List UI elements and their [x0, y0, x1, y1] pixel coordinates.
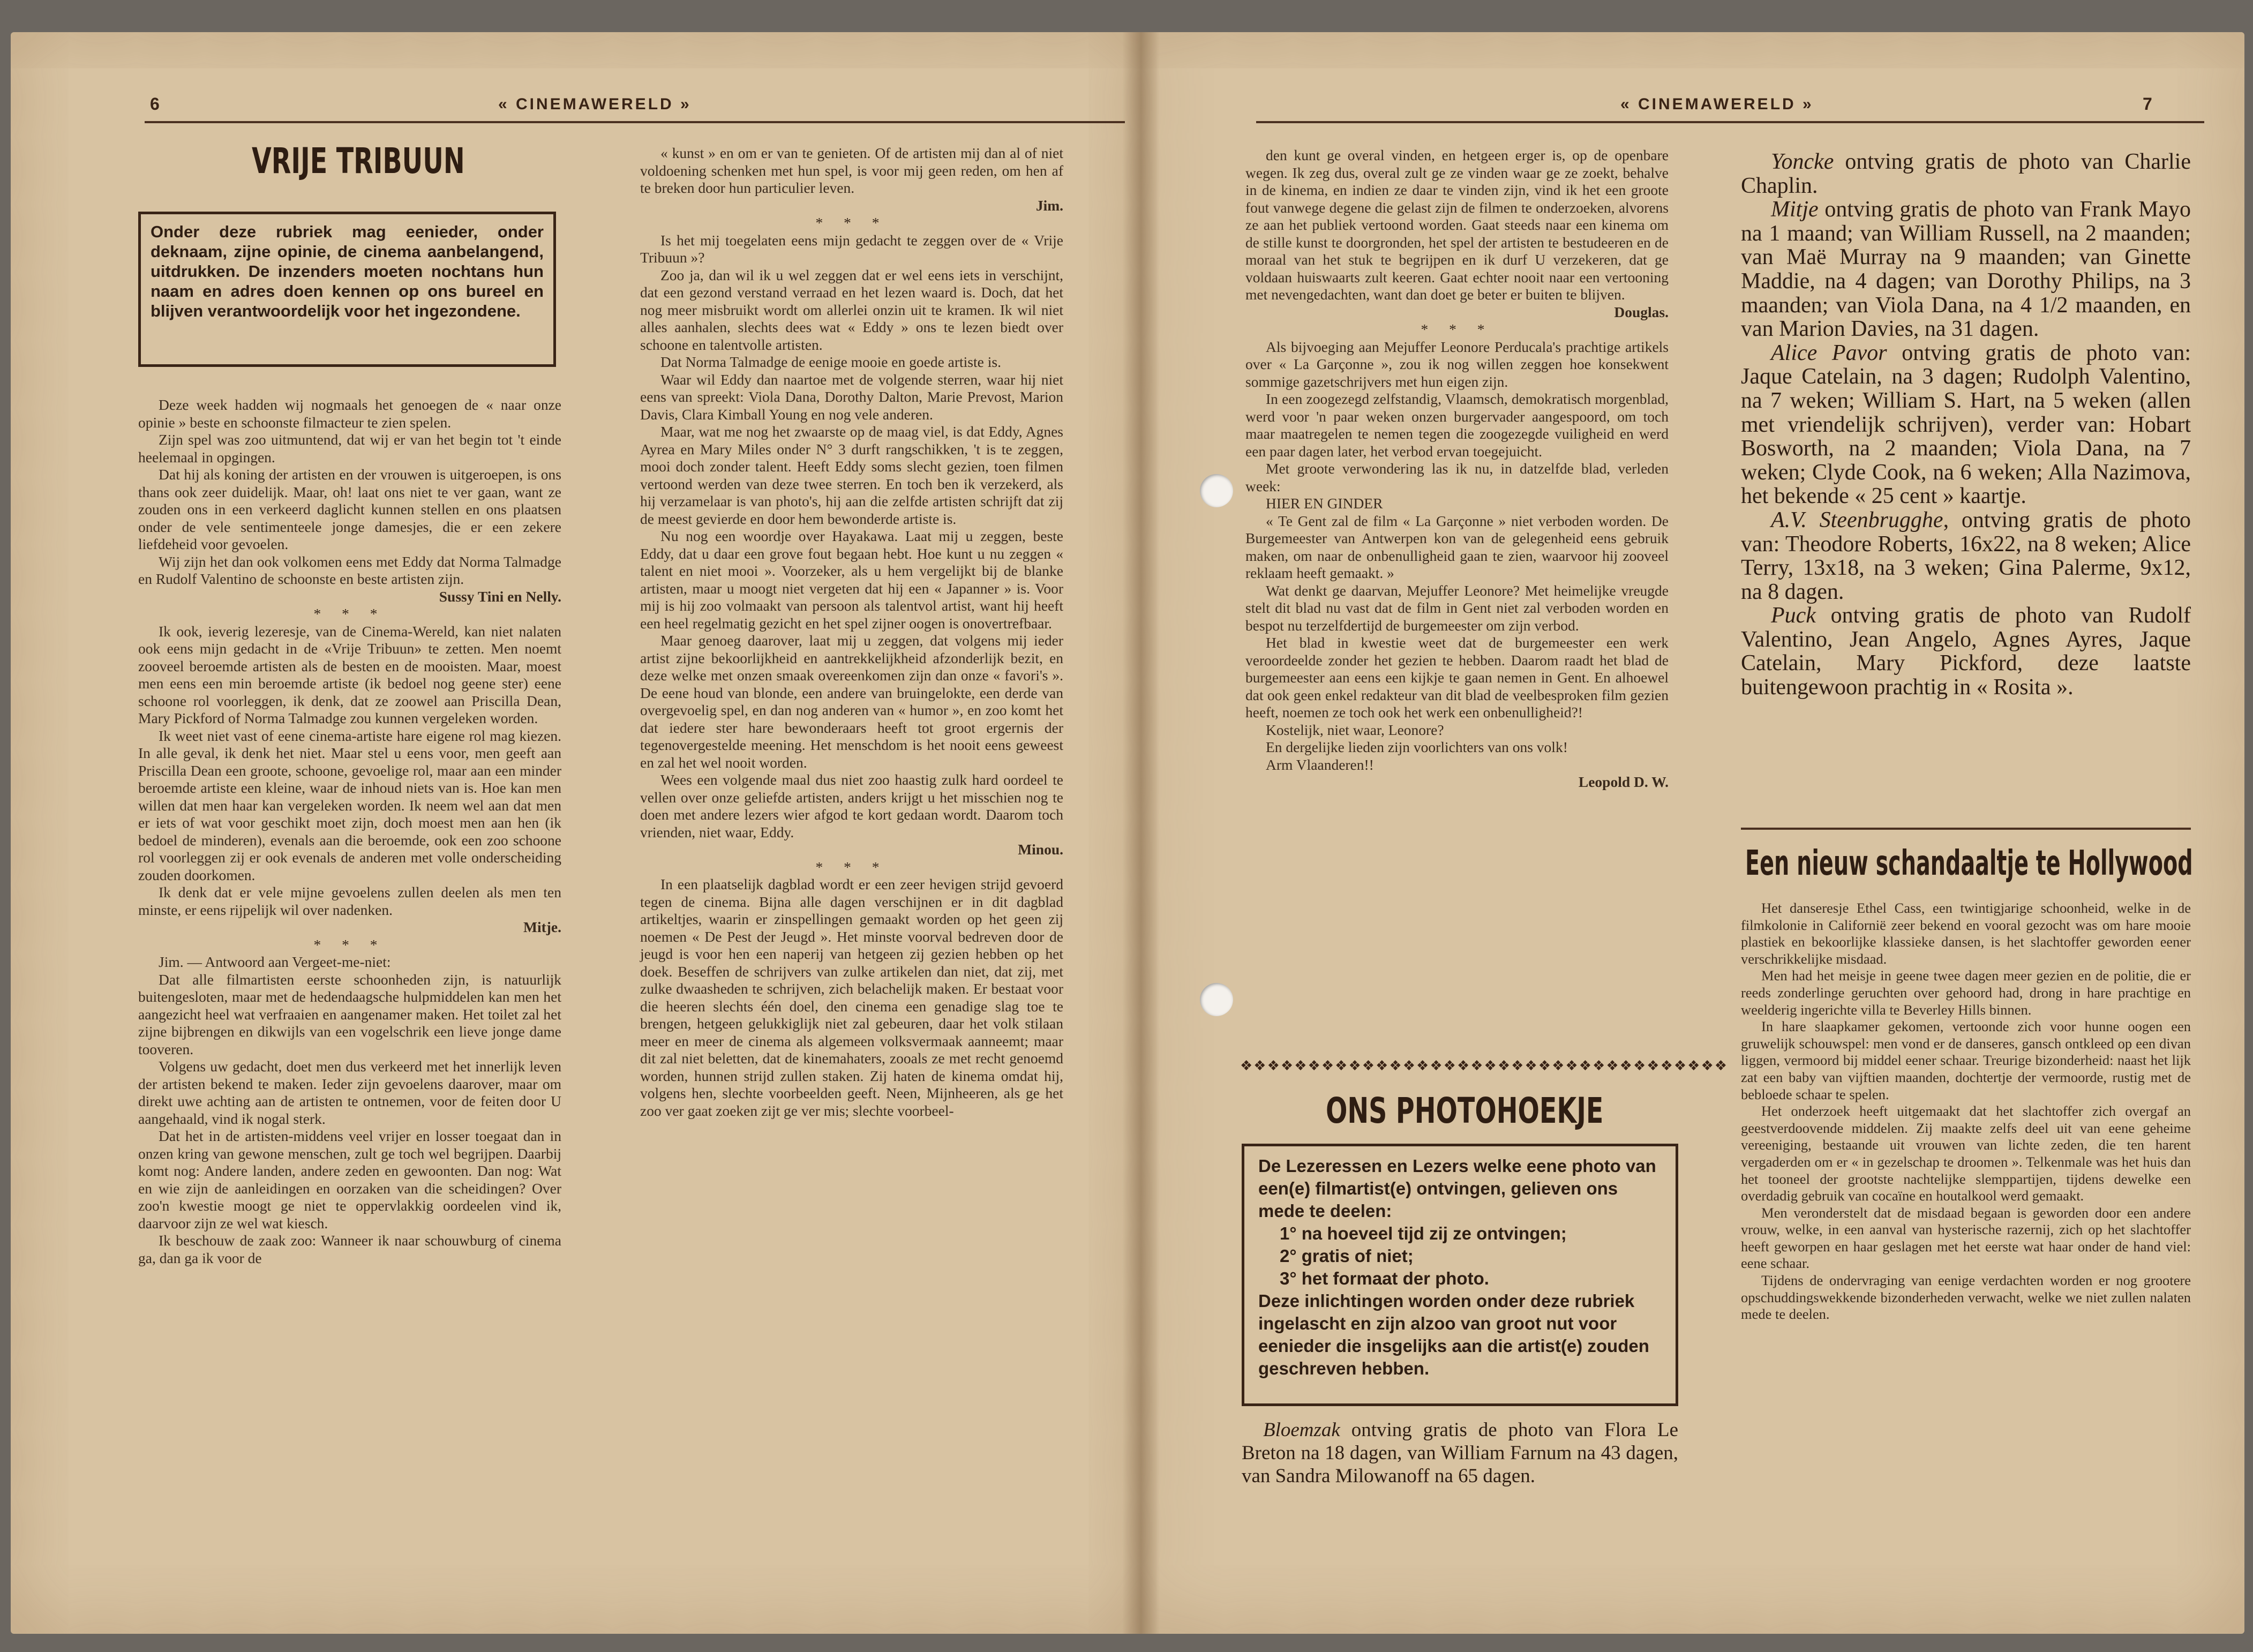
paragraph: « kunst » en om er van te genieten. Of de artisten mij dan al of niet voldoening schenken met hun spel, is voor mij geen reden, om hen af te breken door hun particulier leven.: [640, 145, 1063, 196]
section-title: VRIJE TRIBUUN: [252, 140, 465, 182]
scandal-paragraph: Tijdens de ondervraging van eenige verdachten worden er nog grootere opschuddingswekkende bizonderheden verwacht, welke we niet zullen nalaten mede te deelen.: [1741, 1272, 2191, 1323]
separator-stars: * * *: [815, 214, 888, 231]
ornament-divider: ❖❖❖❖❖❖❖❖❖❖❖❖❖❖❖❖❖❖❖❖❖❖❖❖❖❖❖❖❖❖❖❖❖❖❖❖: [1240, 1058, 1729, 1074]
photo-entry-name: Yoncke: [1771, 149, 1834, 174]
scandal-paragraph: Men had het meisje in geene twee dagen meer gezien en de politie, die er reeds zonderlinge geruchten over gehoord had, drong in hare prachtige en weelderig ingerichte villa te Beverley Hills binnen.: [1741, 967, 2191, 1018]
scandal-paragraph: Men veronderstelt dat de misdaad begaan is geworden door een andere vrouw, welke, in een aanval van hysterische razernij, zich op het slachtoffer heeft geworpen en haar geslagen met het eerste wat haar onder de hand viel: eene schaar.: [1741, 1204, 2191, 1272]
paragraph: Ik ook, ieverig lezeresje, van de Cinema-Wereld, kan niet nalaten ook eens mijn gedacht in de «Vrije Tribuun» te zetten. Men noemt zooveel beroemde artisten als de besten en de mooisten. Maar, moest men eens een min beroemde artiste (ik bedoel nog geene ster) eene schoone rol voorleggen, ik denk, dat ze zoowel aan Priscilla Dean, Mary Pickford of Norma Talmadge zou kunnen vergeleken worden.: [138, 622, 561, 726]
photo-entry: [1741, 150, 2191, 198]
paragraph: Arm Vlaanderen!!: [1266, 756, 1374, 773]
paragraph: Het blad in kwestie weet dat de burgemeester een werk veroordeelde zonder het gezien te hebben. Daarom raadt het blad de burgemeester aan eens een kijkje te gaan nemen in Gent. En alhoewel dat ook geen enkel redakteur van dit blad de veelbesproken film gezien heeft, noemen ze toch ook het werk een onbenulligheid?!: [1245, 634, 1669, 720]
paragraph: Ik beschouw de zaak zoo: Wanneer ik naar schouwburg of cinema ga, dan ga ik voor de: [138, 1232, 561, 1266]
paragraph: En dergelijke lieden zijn voorlichters van ons volk!: [1266, 739, 1568, 755]
photo-entry: [1741, 508, 2191, 604]
left-column-1: [138, 396, 561, 1267]
right-page-header: « CINEMAWERELD »: [1620, 95, 1814, 113]
photo-entry-name: Mitje: [1771, 197, 1819, 222]
photo-box-item-3: 3° het formaat der photo.: [1280, 1268, 1489, 1288]
bloemzak-text: ontving gratis de photo van Flora Le Breton na 18 dagen, van William Farnum na 43 dagen, van Sandra Milowanoff na 65 dagen.: [1242, 1419, 1678, 1487]
signature: Douglas.: [1614, 303, 1669, 320]
left-page-header: « CINEMAWERELD »: [498, 95, 692, 113]
tribune-notice-box: [138, 212, 556, 367]
paragraph: HIER EN GINDER: [1266, 495, 1383, 512]
signature: Jim.: [1035, 197, 1063, 214]
paragraph: Deze week hadden wij nogmaals het genoegen de « naar onze opinie » beste en schoonste filmacteur te zien spelen.: [138, 396, 561, 431]
scandal-title: Een nieuw schandaaltje te Hollywood: [1745, 844, 2193, 883]
tribune-notice-text: Onder deze rubriek mag eenieder, onder deknaam, zijne opinie, de cinema aanbelangend, uitdrukken. De inzenders moeten nochtans hun naam en adres doen kennen op ons bureel en blijven verantwoordelijk voor het ingezondene.: [151, 222, 544, 320]
photo-entry-text: ontving gratis de photo van: Jaque Catelain, na 3 dagen; Rudolph Valentino, na 7 weken; William S. Hart, na 5 weken (allen met vriendelijk schrijven), verder van: Hobart Bosworth, na 2 maanden; Viola Dana, na 7 weken; Clyde Cook, na 6 weken; Alla Nazimova, het bekende « 25 cent » kaartje.: [1741, 340, 2191, 509]
paragraph: Dat alle filmartisten eerste schoonheden zijn, is natuurlijk buitengesloten, maar met de hedendaagsche hulpmiddelen kan men het aangezicht heel wat verfraaien en aangenamer maken. Het toilet zal het zijne bijbrengen en dikwijls van een vogelschrik een lieve jonge dame tooveren.: [138, 971, 561, 1057]
scandal-paragraph: Het onderzoek heeft uitgemaakt dat het slachtoffer zich overgaf an geestverdoovende middelen. Zij maakte zelfs deel uit van eene geheime vereeniging, bestaande uit vrouwen van lichte zeden, die ten harent vergaderden om er « in gezelschap te droomen ». Telkenmale was het huis dan het tooneel der grootste nachtelijke slemppartijen, tijdens dewelke een overdadig gebruik van cocaïne en houtalkool werd gemaakt.: [1741, 1103, 2191, 1204]
separator-stars: * * *: [313, 936, 386, 953]
photo-entry: [1741, 604, 2191, 699]
photo-entry-text: ontving gratis de photo van Frank Mayo na 1 maand; van William Russell, na 2 maanden; van Maë Murray na 9 maanden; van Ginette Maddie, na 4 dagen; van Dorothy Philips, na 3 maanden; van Viola Dana, na 4 1/2 maanden, en van Marion Davies, na 31 dagen.: [1741, 197, 2191, 342]
paragraph: Nu nog een woordje over Hayakawa. Laat mij u zeggen, beste Eddy, dat u daar een grove fout begaan hebt. Hoe kunt u nu zeggen « talent en niet mooi ». Voorzeker, als u hem vergelijkt bij de blanke artisten, maar u moogt niet vergeten dat hij een « Japanner » is. Voor mij is hij zoo volmaakt van persoon als talentvol artist, want hij heeft een heel regelmatig gezicht en het spel zijner oogen is onovertrefbaar.: [640, 528, 1063, 632]
paragraph: Ik denk dat er vele mijne gevoelens zullen deelen als men ten minste, er eens rijpelijk wil over nadenken.: [138, 884, 561, 918]
bloemzak-entry: [1242, 1418, 1678, 1488]
paragraph: Volgens uw gedacht, doet men dus verkeerd met het innerlijk leven der artisten bekend te maken. Ieder zijn gevoelens daarover, maar om direkt uwe achting aan de artisten te ontnemen, voor de feiten door U aangehaald, vind ik nogal sterk.: [138, 1058, 561, 1127]
paragraph: Jim. — Antwoord aan Vergeet-me-niet:: [159, 953, 391, 970]
paragraph: Wij zijn het dan ook volkomen eens met Eddy dat Norma Talmadge en Rudolf Valentino de schoonste en beste artisten zijn.: [138, 553, 561, 587]
photo-corner-title: ONS PHOTOHOEKJE: [1326, 1090, 1604, 1131]
scandal-paragraph: Het danseresje Ethel Cass, een twintigjarige schoonheid, welke in de filmkolonie in Californië zeer bekend en vooral gezocht was om hare mooie plastiek en bekoorlijke klassieke dansen, is het slachtoffer geworden eener verschrikkelijke misdaad.: [1741, 900, 2191, 967]
paragraph: In een plaatselijk dagblad wordt er een zeer hevigen strijd gevoerd tegen de cinema. Bijna alle dagen verschijnen er in dit dagblad artikeltjes, waarin er zinspellingen gemaakt worden op het geen zij noemen « De Pest der Jeugd ». Het minste voorval bedreven door de jeugd is voor hen een naperij van hetgeen zij gezien hebben op het doek. Beseffen de schrijvers van zulke artikelen dan niet, dat zij, met zulke dwaasheden te schrijven, zich belachelijk maken. Er bestaat voor die heeren slechts één doel, den cinema een genadige slag toe te brengen, hetgeen gelukkiglijk niet zal gebeuren, daar het volk stilaan meer en meer de cinema als algemeen volksvermaak aanneemt; maar dit zal niet beletten, dat de kinemahaters, zooals ze met recht genoemd worden, hunnen strijd zullen staken. Zij haten de kinema omdat hij, volgens hen, slechte voorbeelden geeft. Neen, Mijnheeren, als ge het zoo ver gaat zoeken zijt ge ver mis; slechte voorbeel-: [640, 876, 1063, 1119]
left-column-2: [640, 145, 1063, 1120]
paragraph: Maar, wat me nog het zwaarste op de maag viel, is dat Eddy, Agnes Ayrea en Mary Miles onder N° 3 durft rangschikken, 't is te zeggen, mooi doch zonder talent. Heeft Eddy soms slecht gezien, toen filmen vertoond werden van deze twee sterren. En toch ben ik verzekerd, als hij verzamelaar is van photo's, hij aan die zelfde artisten schrijft dat zij de meest gevierde en door hem bewonderde artiste is.: [640, 423, 1063, 527]
paragraph: Wat denkt ge daarvan, Mejuffer Leonore? Met heimelijke vreugde stelt dit blad nu vast dat de film in Gent niet zal verboden worden en bespot nu terzelfdertijd de burgemeester om zijn verbod.: [1245, 582, 1669, 634]
paragraph: « Te Gent zal de film « La Garçonne » niet verboden worden. De Burgemeester van Antwerpen kon van de gelegenheid eens gebruik maken, om naar de onbenulligheid gaan te zien, waarvoor hij zooveel reklaam heeft gemaakt. »: [1245, 512, 1669, 581]
photo-entry-name: Puck: [1771, 603, 1816, 628]
photo-box-outro: Deze inlichtingen worden onder deze rubriek ingelascht en zijn alzoo van groot nut voor eenieder die insgelijks aan die artist(e) zouden geschreven hebben.: [1258, 1291, 1649, 1378]
right-column-2-photo-list: [1741, 150, 2191, 700]
punch-hole-bottom: [1200, 983, 1233, 1016]
photo-entry: [1741, 341, 2191, 508]
photo-entry-text: , ontving gratis de photo van: Theodore Roberts, 16x22, na 8 weken; Alice Terry, 13x18, na 3 weken; Gina Palerme, 9x12, na 8 dagen.: [1741, 507, 2191, 604]
photo-corner-box: [1242, 1144, 1678, 1406]
photo-box-item-2: 2° gratis of niet;: [1280, 1246, 1414, 1266]
paragraph: Als bijvoeging aan Mejuffer Leonore Perducala's prachtige artikels over « La Garçonne », zou ik nog willen zeggen hoe konsekwent sommige gazetschrijvers met hun eigen zijn.: [1245, 338, 1669, 390]
photo-box-intro: De Lezeressen en Lezers welke eene photo van een(e) filmartist(e) ontvingen, gelieven ons mede te deelen:: [1258, 1156, 1656, 1221]
signature: Sussy Tini en Nelly.: [439, 588, 561, 605]
separator-stars: * * *: [1421, 321, 1493, 337]
photo-box-item-1: 1° na hoeveel tijd zij ze ontvingen;: [1280, 1223, 1567, 1243]
right-column-1: [1245, 147, 1669, 791]
photo-entry: [1741, 198, 2191, 341]
scandal-rule: [1741, 828, 2191, 830]
paragraph: Dat hij als koning der artisten en der vrouwen is uitgeroepen, is ons thans ook zeer duidelijk. Maar, oh! laat ons niet te ver gaan, want ze zouden ons in een verkeerd daglicht kunnen stellen en ons plaatsen onder de vele sentimenteele jonge damesjes, die er een zekere liefdeheid voor gevoelen.: [138, 466, 561, 552]
paragraph: Ik weet niet vast of eene cinema-artiste hare eigene rol mag kiezen. In alle geval, ik denk het niet. Maar stel u eens voor, men geeft aan Priscilla Dean een groote, schoone, gevoelige rol, maar aan een minder beroemde artiste een kleine, waar de inhoud niets van is. Hoe kan men willen dat men haar kan vergeleken worden. Ik neem wel aan dat men er iets of wat voor geschikt moet zijn, doch moest men aan hen (ik bedoel de minderen), evenals aan die beroemde, ook een zoo schoone rol voorleggen zij er ook evenals de anderen met volle onderscheiding zouden doorkomen.: [138, 727, 561, 883]
photo-entry-text: ontving gratis de photo van Rudolf Valentino, Jean Angelo, Agnes Ayres, Jaque Catelain, Mary Pickford, deze laatste buitengewoon prachtig in « Rosita ».: [1741, 603, 2191, 700]
paragraph: Zijn spel was zoo uitmuntend, dat wij er van het begin tot 't einde heelemaal in opgingen.: [138, 431, 561, 465]
left-header-rule: [145, 121, 1125, 123]
photo-entry-name: Alice Pavor: [1771, 340, 1887, 365]
paragraph: Dat het in de artisten-middens veel vrijer en losser toegaat dan in onzen kring van gewone menschen, zult ge toch wel begrijpen. Daarbij komt nog: Andere landen, andere zeden en gewoonten. Dan nog: Wat en wie zijn de aanleidingen en oorzaken van die scheidingen? Over zoo'n kwestie moogt ge niet te oppervlakkig oordeelen vind ik, daarvoor zijn ze wel wat kiesch.: [138, 1128, 561, 1232]
photo-entry-text: ontving gratis de photo van Charlie Chaplin.: [1741, 149, 2191, 198]
paragraph: Met groote verwondering las ik nu, in datzelfde blad, verleden week:: [1245, 460, 1669, 494]
right-header-rule: [1256, 121, 2204, 123]
paragraph: Maar genoeg daarover, laat mij u zeggen, dat volgens mij ieder artist zijne bekoorlijkheid en aantrekkelijkheid afzonderlijk bezit, en deze welke met onzen smaak overeenkomen zijn dan onze « favori's ». De eene houd van blonde, een andere van bruingelokte, een derde van overgevoelig spel, en dan nog anderen van « humor », en zoo komt het dat iedere ster hare bewonderaars heeft tot groot ergernis der tegenovergestelde meening. Het menschdom is het nooit eens geweest en zal het wel nooit worden.: [640, 632, 1063, 771]
paragraph: Waar wil Eddy dan naartoe met de volgende sterren, waar hij niet eens van spreekt: Viola Dana, Dorothy Dalton, Marie Prevost, Marion Davis, Clara Kimball Young en nog vele anderen.: [640, 371, 1063, 423]
right-page-number: 7: [2143, 94, 2152, 114]
signature: Leopold D. W.: [1578, 774, 1669, 790]
punch-hole-top: [1200, 474, 1233, 507]
page-gutter: [1122, 32, 1160, 1634]
paragraph: In een zoogezegd zelfstandig, Vlaamsch, demokratisch morgenblad, werd voor 'n paar weken onzen burgervader aangespoord, om toch maar maatregelen te nemen tegen die zoogezegde vuiligheid en werd een paar dagen later, het verbod ervan toegejuicht.: [1245, 391, 1669, 460]
scandal-article: [1741, 900, 2191, 1323]
paragraph: Wees een volgende maal dus niet zoo haastig zulk hard oordeel te vellen over onze geliefde artisten, anders krijgt u het misschien nog te doen met andere lezers wier afgod te kort gedaan wordt. Daarom toch vrienden, niet waar, Eddy.: [640, 771, 1063, 840]
paragraph: Kostelijk, niet waar, Leonore?: [1266, 721, 1444, 738]
signature: Minou.: [1018, 841, 1063, 858]
signature: Mitje.: [523, 919, 561, 935]
paragraph: den kunt ge overal vinden, en hetgeen erger is, op de openbare wegen. Ik zeg dus, overal zult ge ze vinden waar ge ze zoekt, behalve in de kinema, en indien ze daar te vinden zijn, vind ik het een groote fout vanwege degene die gelast zijn de filmen te onderzoeken, alvorens ze aan het publiek vertoond worden. Gaat steeds naar een kinema om de stille kunst te doorgronden, het spel der artisten te bestudeeren en de moraal van het stuk te begrijpen en ik durf U verzekeren, dat ge voldaan huiswaarts zult keeren. Gaat echter nooit naar een vertooning met nevengedachten, want dan doet ge beter er buiten te blijven.: [1245, 147, 1669, 303]
separator-stars: * * *: [815, 858, 888, 875]
bloemzak-name: Bloemzak: [1263, 1419, 1340, 1441]
photo-entry-name: A.V. Steenbrugghe: [1771, 507, 1943, 532]
paragraph: Dat Norma Talmadge de eenige mooie en goede artiste is.: [660, 354, 1001, 370]
scandal-paragraph: In hare slaapkamer gekomen, vertoonde zich voor hunne oogen een gruwelijk schouwspel: men vond er de danseres, gansch ontkleed op een divan liggen, vermoord bij middel eener schaar. Treurige bizonderheid: naast het lijk zat een baby van vijftien maanden, dochtertje der vermoorde, rustig met de bebloede schaar te spelen.: [1741, 1018, 2191, 1102]
left-page-number: 6: [150, 94, 160, 114]
paragraph: Zoo ja, dan wil ik u wel zeggen dat er wel eens iets in verschijnt, dat een gezond verstand verraad en het lezen waard is. Doch, dat het nog meer misbruikt wordt om allerlei onzin uit te kramen. Ik wil niet alles aanhalen, slechts dees wat « Eddy » ons te lezen biedt over schoone en talentvolle artisten.: [640, 266, 1063, 353]
separator-stars: * * *: [313, 605, 386, 622]
paragraph: Is het mij toegelaten eens mijn gedacht te zeggen over de « Vrije Tribuun »?: [640, 231, 1063, 266]
